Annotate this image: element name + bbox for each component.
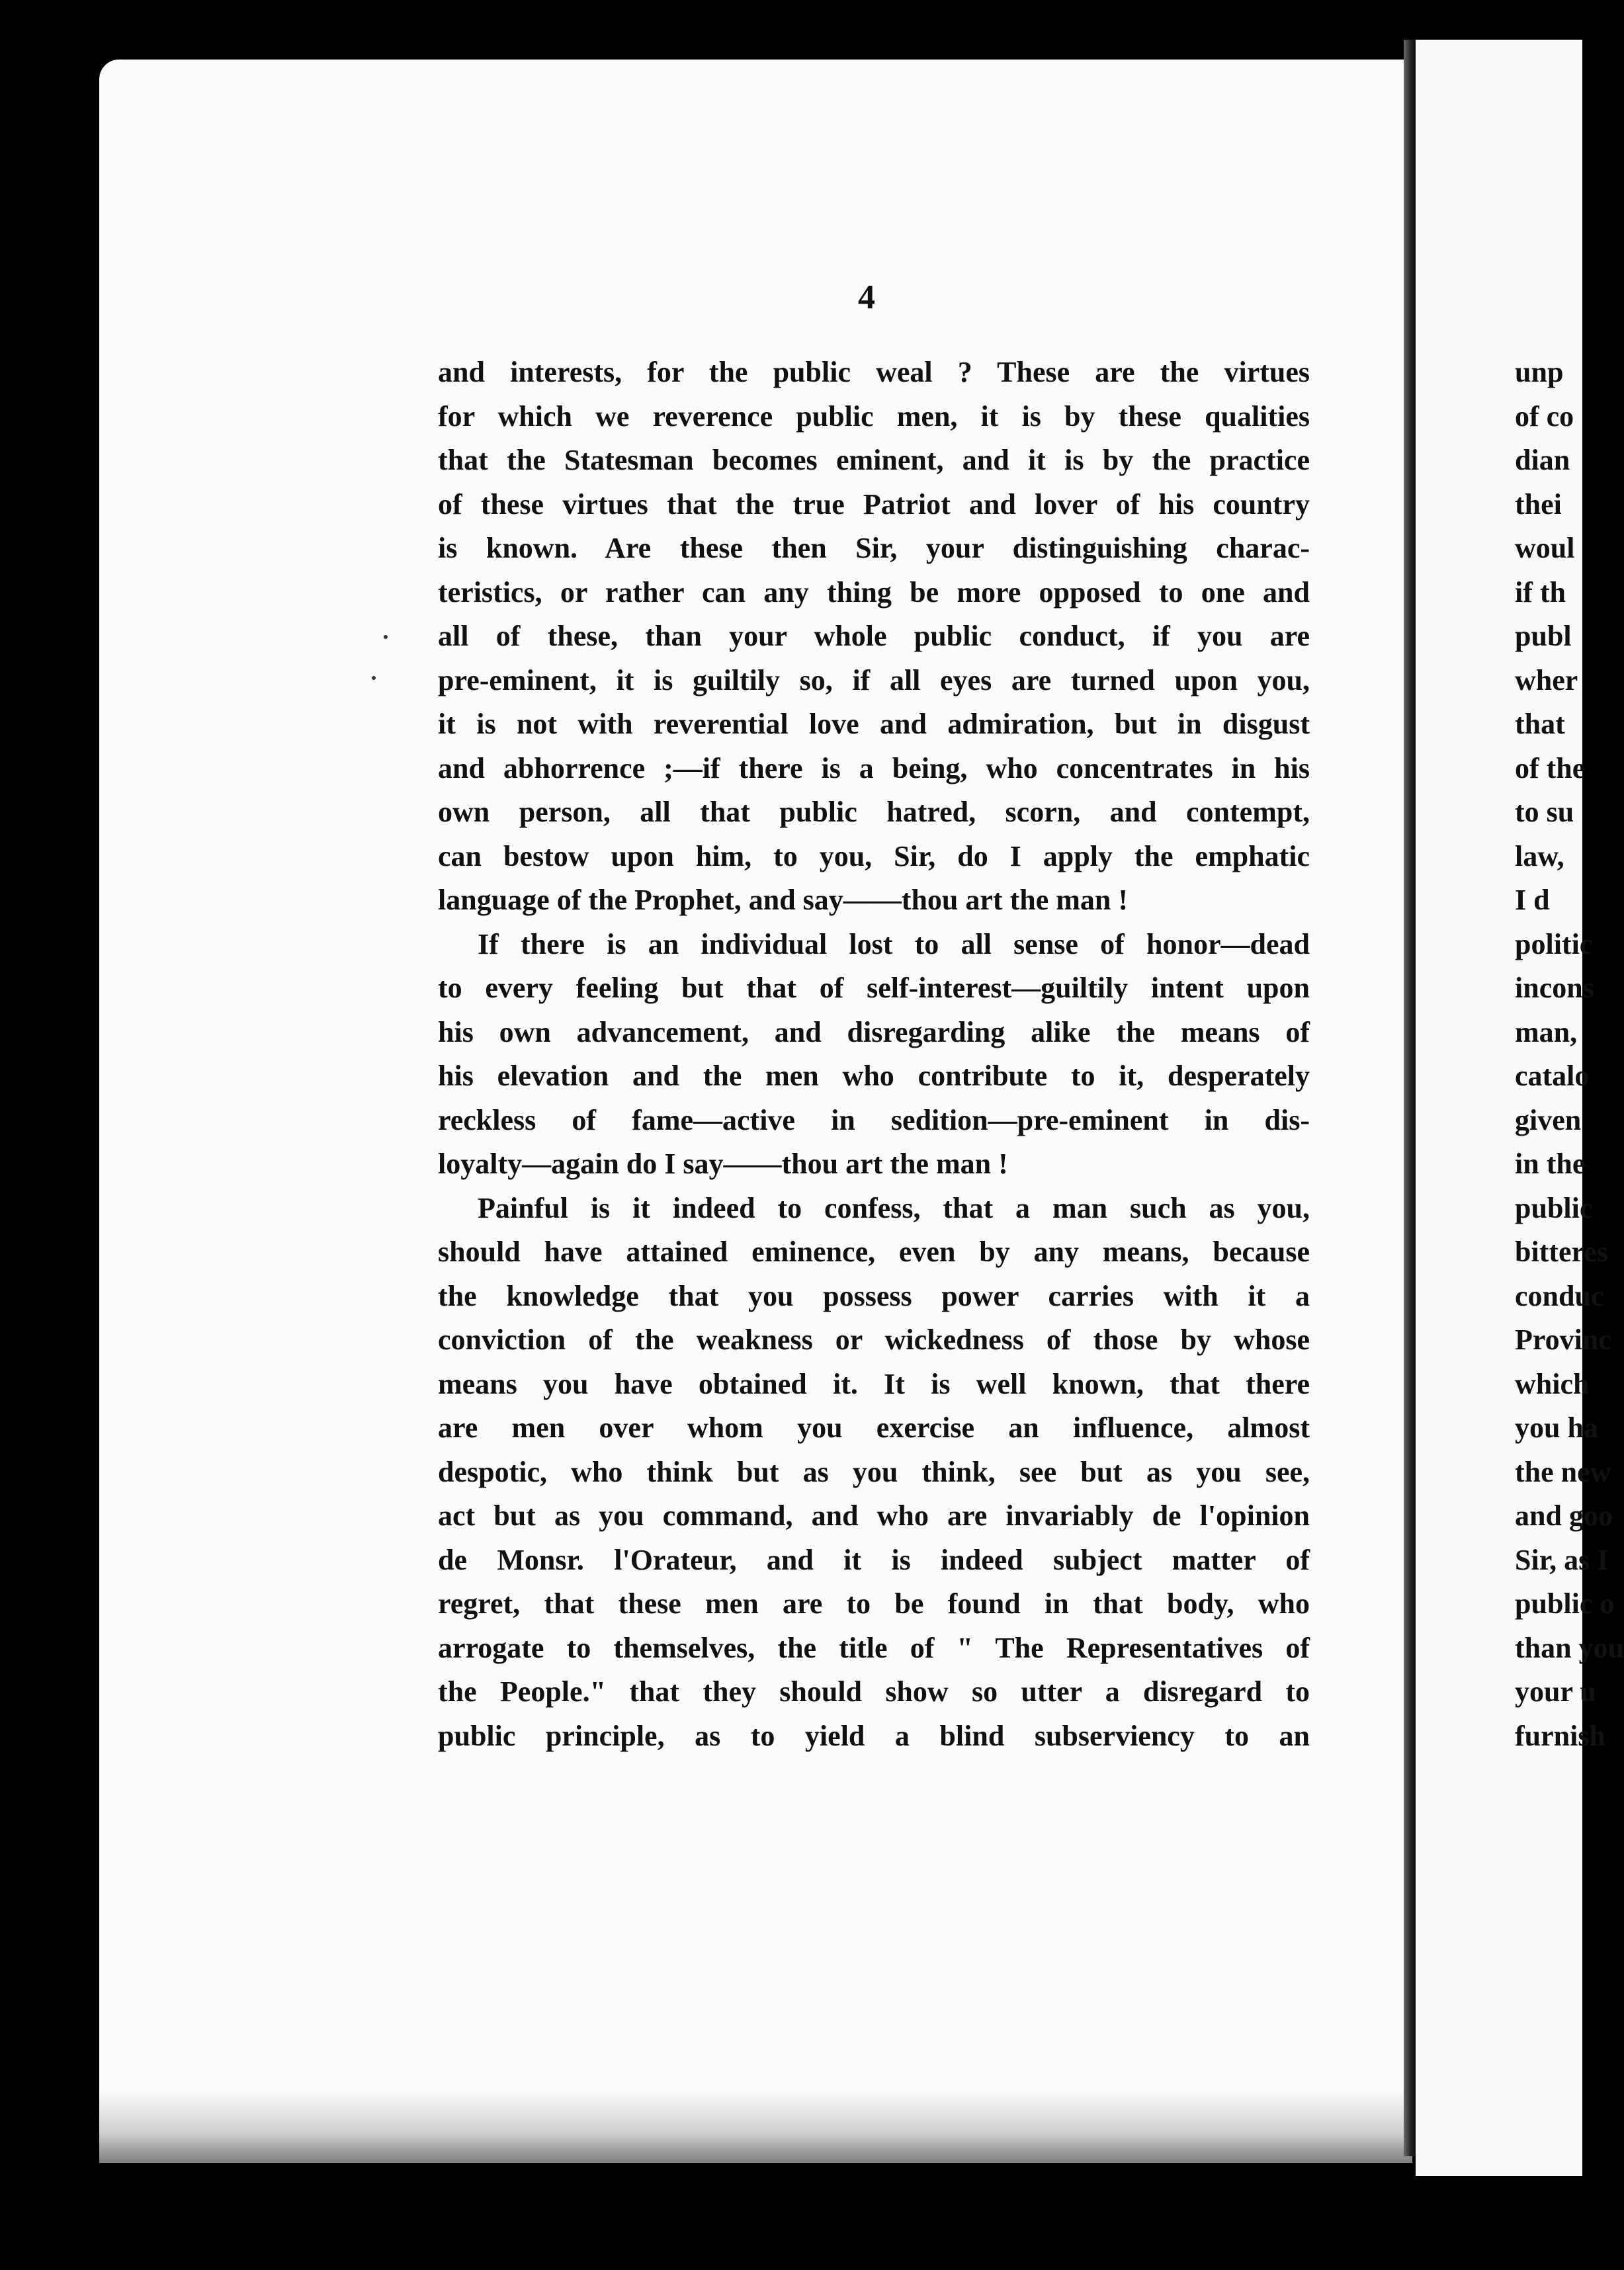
page-fold xyxy=(1404,40,1416,2156)
right-text-fragment: I d xyxy=(1515,884,1550,916)
right-text-fragment: which xyxy=(1515,1367,1590,1400)
right-text-fragment: law, xyxy=(1515,839,1564,872)
text-line: that the Statesman becomes eminent, and it is by the practice xyxy=(438,444,1310,476)
right-text-fragment: conduc xyxy=(1515,1279,1604,1312)
right-text-fragment: wher xyxy=(1515,663,1578,696)
right-text-fragment: Provinc xyxy=(1515,1324,1611,1356)
text-line: If there is an individual lost to all sense of honor—dead xyxy=(478,927,1310,960)
text-line: and interests, for the public weal ? These are the virtues xyxy=(438,356,1310,388)
text-line: the knowledge that you possess power carries with it a xyxy=(438,1279,1310,1312)
text-line: and abhorrence ;—if there is a being, who concentrates in his xyxy=(438,751,1310,784)
right-text-fragment: unp xyxy=(1515,356,1564,388)
right-text-fragment: than you xyxy=(1515,1631,1624,1664)
right-text-fragment: catalo xyxy=(1515,1060,1590,1092)
text-line: are men over whom you exercise an influence, almost xyxy=(438,1411,1310,1444)
text-line: all of these, than your whole public conduct, if you are xyxy=(438,620,1310,652)
text-line: can bestow upon him, to you, Sir, do I apply the emphatic xyxy=(438,839,1310,872)
right-text-fragment: of the xyxy=(1515,751,1586,784)
text-line: his own advancement, and disregarding alike the means of xyxy=(438,1015,1310,1048)
right-text-fragment: your u xyxy=(1515,1675,1596,1708)
text-line: de Monsr. l'Orateur, and it is indeed subject matter of xyxy=(438,1543,1310,1576)
text-line: despotic, who think but as you think, see but as you see, xyxy=(438,1455,1310,1488)
text-line: conviction of the weakness or wickedness of those by whose xyxy=(438,1324,1310,1356)
right-text-fragment: to su xyxy=(1515,796,1574,828)
text-line: own person, all that public hatred, scorn, and contempt, xyxy=(438,796,1310,828)
right-text-fragment: politic xyxy=(1515,927,1593,960)
text-line: it is not with reverential love and admiration, but in disgust xyxy=(438,708,1310,740)
right-text-fragment: thei xyxy=(1515,487,1562,521)
text-line: regret, that these men are to be found in that body, who xyxy=(438,1587,1310,1620)
right-text-fragment: Sir, as I xyxy=(1515,1543,1609,1576)
body-text xyxy=(438,351,1310,1758)
text-line: his elevation and the men who contribute to it, desperately xyxy=(438,1060,1310,1092)
text-line: public principle, as to yield a blind subserviency to an xyxy=(438,1719,1310,1752)
margin-mark xyxy=(372,676,376,680)
text-line: means you have obtained it. It is well known, that there xyxy=(438,1367,1310,1400)
text-line: for which we reverence public men, it is by these qualities xyxy=(438,399,1310,433)
right-text-fragment: public xyxy=(1515,1191,1593,1224)
right-text-fragment: bitteres xyxy=(1515,1236,1608,1268)
text-line: Painful is it indeed to confess, that a man such as you, xyxy=(478,1191,1310,1224)
right-text-fragment: of co xyxy=(1515,399,1574,433)
margin-mark xyxy=(384,635,388,639)
right-page-text xyxy=(1515,351,1624,1758)
right-text-fragment: given xyxy=(1515,1103,1582,1136)
text-line: pre-eminent, it is guiltily so, if all eyes are turned upon you, xyxy=(438,663,1310,696)
text-line: language of the Prophet, and say——thou art the man ! xyxy=(438,884,1129,916)
right-text-fragment: man, xyxy=(1515,1015,1578,1048)
right-text-fragment: if th xyxy=(1515,575,1566,609)
text-line: the People." that they should show so utter a disregard to xyxy=(438,1675,1310,1708)
right-text-fragment: dian xyxy=(1515,444,1570,476)
right-text-fragment: public o xyxy=(1515,1587,1615,1620)
text-line: reckless of fame—active in sedition—pre-eminent in dis- xyxy=(438,1103,1310,1136)
text-line: is known. Are these then Sir, your distinguishing charac- xyxy=(438,532,1310,564)
text-line: arrogate to themselves, the title of " The Representatives of xyxy=(438,1631,1310,1664)
right-text-fragment: the new xyxy=(1515,1455,1611,1488)
text-line: of these virtues that the true Patriot and lover of his country xyxy=(438,487,1310,521)
right-text-fragment: incons xyxy=(1515,972,1594,1004)
text-line: act but as you command, and who are invariably de l'opinion xyxy=(438,1499,1310,1532)
page-number: 4 xyxy=(858,278,875,316)
text-line: loyalty—again do I say——thou art the man ! xyxy=(438,1148,1008,1180)
right-text-fragment: furnish xyxy=(1515,1719,1605,1752)
right-text-fragment: that xyxy=(1515,708,1565,740)
right-text-fragment: woul xyxy=(1515,532,1575,564)
text-line: to every feeling but that of self-interest—guiltily intent upon xyxy=(438,972,1310,1004)
right-text-fragment: in the xyxy=(1515,1148,1586,1180)
right-text-fragment: and goo xyxy=(1515,1499,1613,1532)
right-text-fragment: you ha xyxy=(1515,1411,1598,1444)
text-line: teristics, or rather can any thing be more opposed to one and xyxy=(438,575,1310,609)
right-text-fragment: publ xyxy=(1515,620,1572,652)
text-line: should have attained eminence, even by any means, because xyxy=(438,1236,1310,1268)
